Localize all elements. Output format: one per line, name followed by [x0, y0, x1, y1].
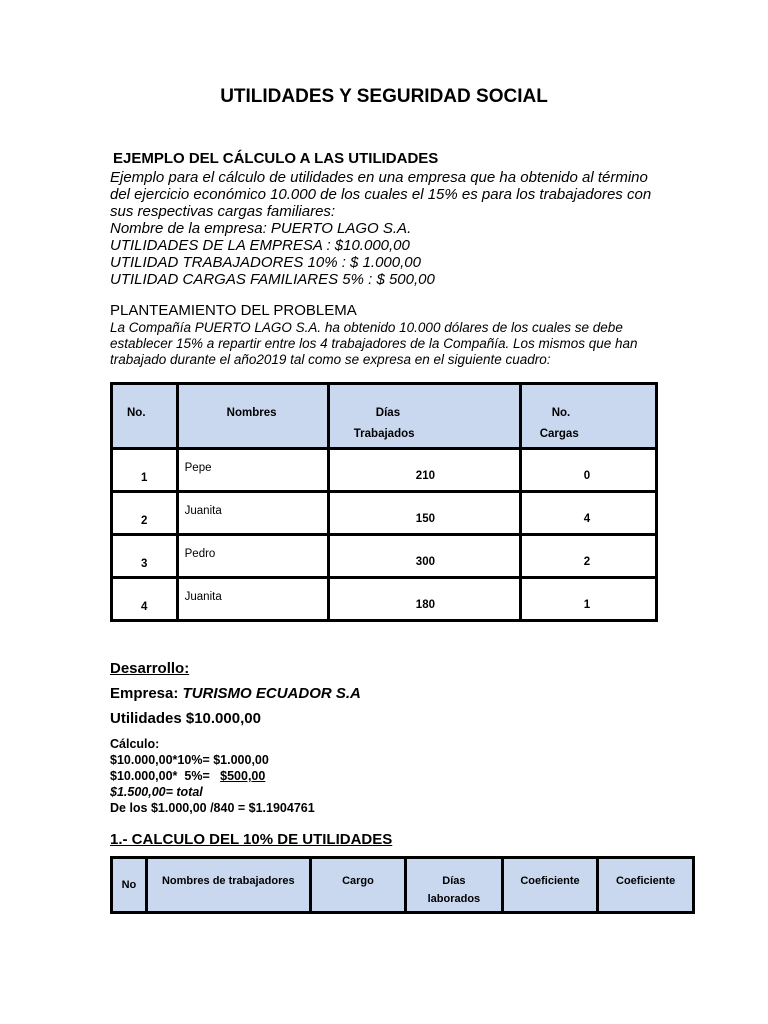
cell-cargas: 0 — [520, 449, 656, 492]
planteamiento-line: trabajado durante el año2019 tal como se expresa en el siguiente cuadro: — [110, 352, 551, 367]
cell-dias: 300 — [328, 535, 520, 578]
empresa-label: Empresa: — [110, 685, 179, 702]
cell-cargas: 4 — [520, 492, 656, 535]
cell-nombre: Pepe — [177, 449, 328, 492]
table-header-row — [112, 858, 694, 913]
planteamiento-heading: PLANTEAMIENTO DEL PROBLEMA — [110, 302, 357, 319]
header-coeficiente: Coeficiente — [598, 858, 694, 913]
cell-no: 1 — [112, 449, 178, 492]
desarrollo-heading: Desarrollo: — [110, 660, 190, 677]
calc-line: $10.000,00* 5%= $500,00 — [110, 769, 266, 783]
table-row — [112, 578, 657, 621]
header-dias: Días laborados — [406, 858, 503, 913]
calc-underlined-value: $500,00 — [220, 769, 266, 783]
cell-dias: 150 — [328, 492, 520, 535]
page-title: UTILIDADES Y SEGURIDAD SOCIAL — [220, 86, 548, 107]
empresa-line — [110, 685, 361, 702]
calc-line: De los $1.000,00 /840 = $1.1904761 — [110, 801, 315, 815]
cell-cargas: 2 — [520, 535, 656, 578]
workers-table — [110, 382, 658, 622]
header-cargas: No. Cargas — [520, 384, 656, 449]
example-line: UTILIDAD TRABAJADORES 10% : $ 1.000,00 — [110, 254, 421, 271]
table-row — [112, 449, 657, 492]
utilities-table — [110, 856, 695, 914]
example-line: UTILIDADES DE LA EMPRESA : $10.000,00 — [110, 237, 410, 254]
example-line: UTILIDAD CARGAS FAMILIARES 5% : $ 500,00 — [110, 271, 435, 288]
table-row — [112, 492, 657, 535]
example-line: sus respectivas cargas familiares: — [110, 203, 336, 220]
header-dias: Días Trabajados — [328, 384, 520, 449]
planteamiento-line: establecer 15% a repartir entre los 4 trabajadores de la Compañía. Los mismos que han — [110, 336, 638, 351]
header-coeficiente: Coeficiente — [502, 858, 598, 913]
table-row — [112, 535, 657, 578]
cell-dias: 210 — [328, 449, 520, 492]
cell-nombre: Juanita — [177, 578, 328, 621]
header-no: No — [112, 858, 147, 913]
cell-no: 2 — [112, 492, 178, 535]
calc-total: $1.500,00= total — [110, 785, 203, 799]
calculo-label: Cálculo: — [110, 737, 160, 751]
example-line: Ejemplo para el cálculo de utilidades en una empresa que ha obtenido al término — [110, 169, 648, 186]
example-line: del ejercicio económico 10.000 de los cuales el 15% es para los trabajadores con — [110, 186, 652, 203]
calc-line: $10.000,00*10%= $1.000,00 — [110, 753, 269, 767]
planteamiento-paragraph — [110, 320, 638, 368]
example-paragraph — [110, 169, 651, 288]
table-header-row — [112, 384, 657, 449]
header-no: No. — [112, 384, 178, 449]
header-cargo: Cargo — [310, 858, 405, 913]
example-heading: EJEMPLO DEL CÁLCULO A LAS UTILIDADES — [113, 150, 439, 167]
cell-nombre: Pedro — [177, 535, 328, 578]
header-nombres: Nombres — [177, 384, 328, 449]
cell-dias: 180 — [328, 578, 520, 621]
header-nombres: Nombres de trabajadores — [146, 858, 310, 913]
utilidades-line: Utilidades $10.000,00 — [110, 710, 261, 727]
planteamiento-line: La Compañía PUERTO LAGO S.A. ha obtenido 10.000 dólares de los cuales se debe — [110, 320, 623, 335]
cell-no: 3 — [112, 535, 178, 578]
example-line: Nombre de la empresa: PUERTO LAGO S.A. — [110, 220, 412, 237]
empresa-value: TURISMO ECUADOR S.A — [182, 685, 361, 702]
cell-no: 4 — [112, 578, 178, 621]
calculo-block — [110, 736, 315, 816]
section-heading: 1.- CALCULO DEL 10% DE UTILIDADES — [110, 831, 393, 848]
cell-cargas: 1 — [520, 578, 656, 621]
cell-nombre: Juanita — [177, 492, 328, 535]
